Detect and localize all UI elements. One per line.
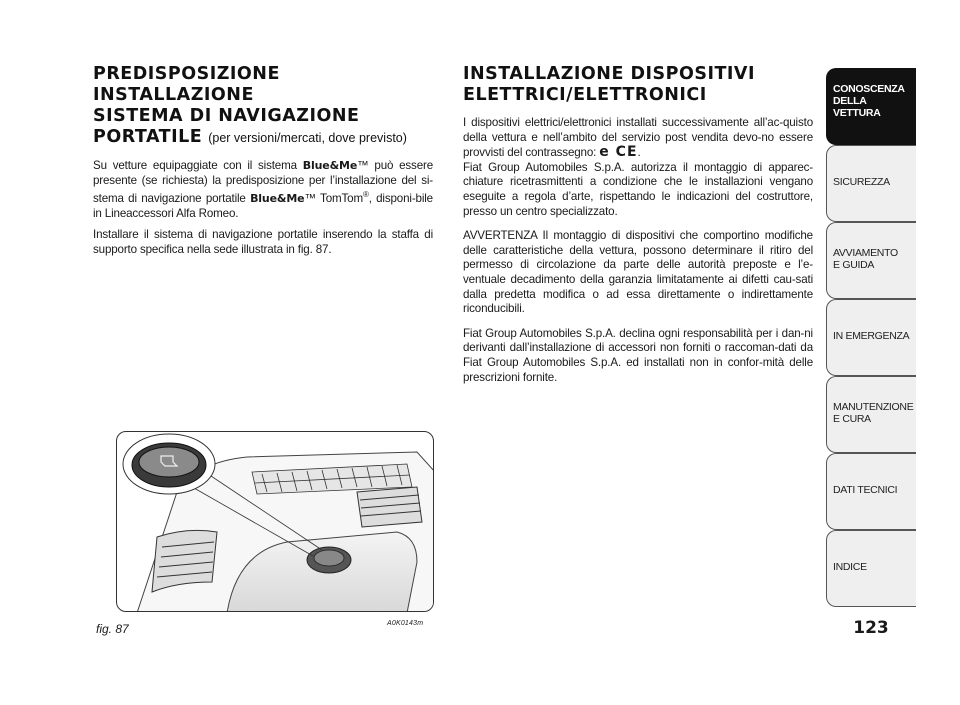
section-tabs	[826, 68, 916, 607]
nav-title-line1: PREDISPOSIZIONE INSTALLAZIONE	[93, 64, 280, 105]
blueme-brand: Blue&Me	[302, 159, 358, 172]
figure-caption: fig. 87	[96, 622, 129, 636]
page-number: 123	[853, 618, 889, 638]
nav-section-title	[93, 64, 433, 149]
nav-paragraph-1: Su vetture equipaggiate con il sistema Blue&Me™ può essere presente (se richiesta) la predisposizione per l’installazione del si-stema di navigazione portatile Blue&Me™ TomTom®, disponi-bile in Lineaccessori Alfa Romeo.	[93, 159, 433, 220]
tab-indice[interactable]: INDICE	[826, 530, 916, 607]
devices-paragraph-2: Fiat Group Automobiles S.p.A. autorizza il montaggio di apparec-chiature ricetrasmittenti a condizione che le installazioni vengano eseguite a regola d’arte, rispettando le indicazioni del costruttore, presso un centro specializzato.	[463, 160, 813, 218]
devices-warning-paragraph: AVVERTENZA Il montaggio di dispositivi che comportino modifiche delle caratteristiche della vettura, possono determinare il ritiro del permesso di circolazione da parte delle autorità preposte e l’e-ventuale decadimento della garanzia limitatamente ai difetti cau-sati dalla predetta modifica o ad essa direttamente o indirettamente riconducibili.	[463, 229, 813, 316]
dashboard-console-drawing	[117, 432, 434, 612]
figure-87-illustration	[116, 431, 434, 612]
nav-title-subtitle: (per versioni/mercati, dove previsto)	[208, 131, 407, 145]
tab-manutenzione-e-cura[interactable]: MANUTENZIONE E CURA	[826, 376, 916, 453]
tab-in-emergenza[interactable]: IN EMERGENZA	[826, 299, 916, 376]
right-column	[463, 64, 813, 385]
devices-title-line1: INSTALLAZIONE DISPOSITIVI	[463, 64, 755, 84]
ece-mark: e CE	[599, 144, 638, 161]
devices-section-title	[463, 64, 813, 106]
nav-paragraph-2: Installare il sistema di navigazione portatile inserendo la staffa di supporto specifica nella sede illustrata in fig. 87.	[93, 228, 433, 256]
devices-paragraph-4: Fiat Group Automobiles S.p.A. declina ogni responsabilità per i dan-ni derivanti dall’installazione di accessori non forniti o raccoman-dati da Fiat Group Automobiles S.p.A. ed installati non in confor-mità delle prescrizioni fornite.	[463, 326, 813, 384]
nav-title-line2: SISTEMA DI NAVIGAZIONE	[93, 106, 360, 126]
tab-conoscenza-della-vettura[interactable]: CONOSCENZA DELLA VETTURA	[826, 68, 916, 145]
tab-dati-tecnici[interactable]: DATI TECNICI	[826, 453, 916, 530]
blueme-brand: Blue&Me	[250, 192, 305, 206]
left-column	[93, 64, 433, 257]
figure-code: A0K0143m	[387, 620, 424, 627]
tab-sicurezza[interactable]: SICUREZZA	[826, 145, 916, 222]
devices-title-line2: ELETTRICI/ELETTRONICI	[463, 85, 707, 105]
tab-avviamento-e-guida[interactable]: AVVIAMENTO E GUIDA	[826, 222, 916, 299]
nav-title-line3: PORTATILE	[93, 127, 203, 147]
devices-paragraph-1: I dispositivi elettrici/elettronici installati successivamente all’ac-quisto della vettura e nell’ambito del servizio post vendita devo-no essere provvisti del contrassegno: e CE.	[463, 116, 813, 161]
